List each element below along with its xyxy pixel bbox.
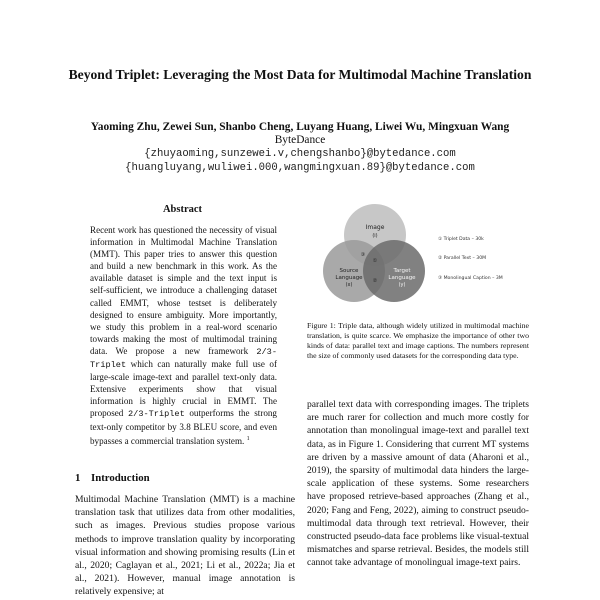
abstract-heading: Abstract (162, 204, 203, 215)
footnote-mark: 1 (246, 435, 250, 442)
section-heading (75, 472, 295, 484)
section-number: 1 (75, 472, 81, 484)
legend-item-caption: ③ Monolingual Caption – 3M (438, 276, 503, 281)
source-sub: (x) (345, 282, 353, 288)
image-label: Image (365, 224, 385, 231)
target-label: Target (393, 268, 411, 274)
email-line-1: {zhuyaoming,sunzewei.v,chengshanbo}@bytedance.com (144, 148, 456, 160)
image-sub: (i) (372, 233, 378, 239)
framework-name: 2/3-Triplet (90, 346, 277, 371)
section-title: Introduction (91, 472, 150, 484)
target-sub: (y) (398, 282, 406, 288)
source-label-2: Language (335, 275, 363, 281)
paper-title: Beyond Triplet: Leveraging the Most Data for Multimodal Machine Translation (68, 67, 532, 82)
author-list: Yaoming Zhu, Zewei Sun, Shanbo Cheng, Luyang Huang, Liwei Wu, Mingxuan Wang (90, 121, 510, 133)
venn-diagram (305, 198, 435, 308)
region-mark-3: ③ (360, 252, 366, 258)
legend-item-parallel: ② Parallel Text – 30M (438, 256, 487, 261)
affiliation: ByteDance (274, 134, 326, 146)
abstract-text: Recent work has questioned the necessity of visual information in Multimodal Machine Translation (MMT). This paper tries to answer this question and build a new benchmark in this work. As the available dataset is simple and the text input is self-sufficient, we introduce a challenging dataset called EMMT, whose testset is deliberately designed to ensure ambiguity. More importantly, we study this problem in a real-word scenario towards making the most of multimodal training data. We propose a new framework 2/3-Triplet which can naturally make full use of large-scale image-text and parallel text-only data. Extensive experiments show that visual information is highly crucial in EMMT. The proposed 2/3-Triplet outperforms the strong text-only competitor by 3.8 BLEU score, and even bypasses a commercial translation system. $^1$ (90, 225, 277, 446)
figure-caption: Figure 1: Triple data, although widely utilized in multimodal machine translation, is quite scarce. We emphasize the importance of other two kinds of data: parallel text and image captions. The numbers represent the size of commonly used datasets for the corresponding data type. (307, 321, 529, 360)
region-mark-1: ① (372, 258, 378, 264)
target-label-2: Language (388, 275, 416, 281)
legend-item-triplet: ① Triplet Data – 30k (438, 237, 484, 242)
email-line-2: {huangluyang,wuliwei.000,wangmingxuan.89}@bytedance.com (125, 162, 475, 174)
framework-name-2: 2/3-Triplet (128, 409, 185, 420)
intro-left-column: Multimodal Machine Translation (MMT) is a machine translation task that utilizes data from other modalities, such as images. Previous studies propose various methods to improve translation quality by incorporating visual information and showing promising results (Lin et al., 2020; Caglayan et al., 2021; Li et al., 2022a; Jia et al., 2021). However, manual image annotation is relatively expensive; at (75, 494, 295, 598)
source-label: Source (339, 268, 359, 274)
intro-right-column: parallel text data with corresponding images. The triplets are much rarer for collection and much more costly for annotation than monolingual image-text and parallel text data, as in Figure 1. Considering that current MT systems are driven by a massive amount of data (Aharoni et al., 2019), the sparsity of multimodal data hinders the large-scale application of these systems. Some researchers have proposed retrieve-based approaches (Zhang et al., 2020; Fang and Feng, 2022), aiming to construct pseudo-multimodal data through text retrieval. However, their constructed pseudo-data face problems like visual-textual mismatches and sparse retrieval. Besides, the models still cannot take advantage of monolingual image-text pairs. (307, 399, 529, 569)
region-mark-2: ② (372, 278, 378, 284)
